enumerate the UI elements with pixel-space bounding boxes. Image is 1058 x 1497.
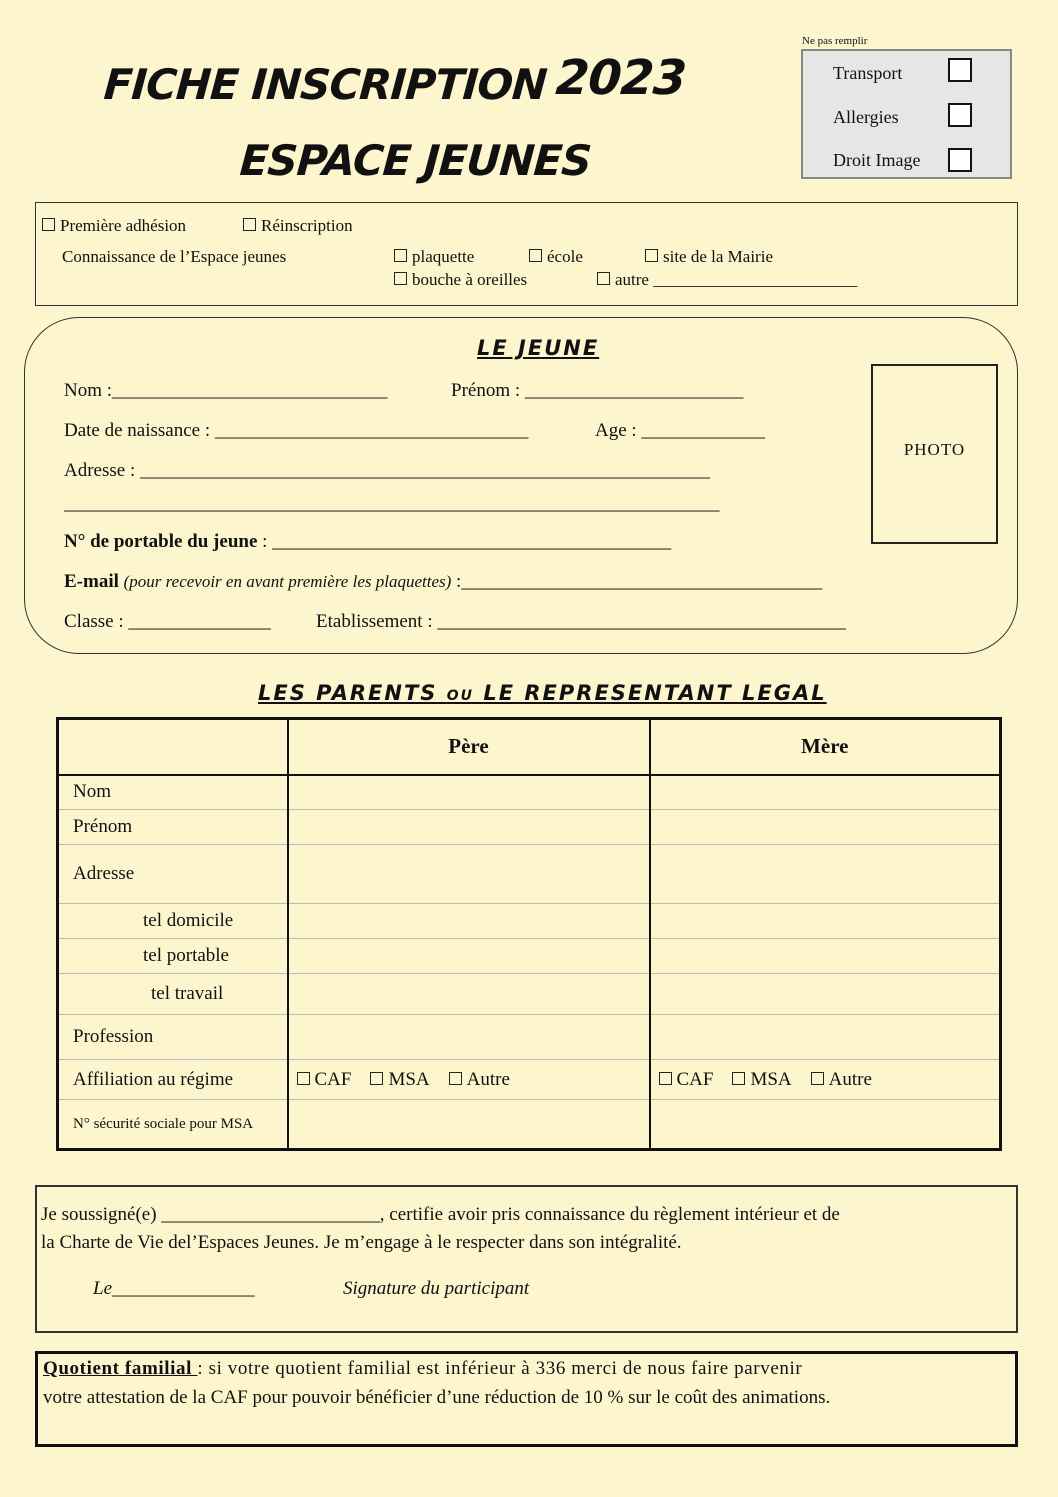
mere-tel-travail-cell[interactable] bbox=[650, 974, 1001, 1015]
mere-autre-checkbox[interactable] bbox=[811, 1072, 824, 1085]
youth-phone-label: N° de portable du jeune bbox=[64, 531, 258, 552]
row-label-adresse: Adresse bbox=[58, 845, 288, 904]
autre-checkbox[interactable] bbox=[597, 272, 610, 285]
office-transport-checkbox[interactable] bbox=[948, 58, 972, 82]
office-droit-image-checkbox[interactable] bbox=[948, 148, 972, 172]
pere-autre-checkbox[interactable] bbox=[449, 1072, 462, 1085]
youth-phone-field[interactable] bbox=[64, 531, 671, 553]
plaquette-checkbox[interactable] bbox=[394, 249, 407, 262]
parents-section-title bbox=[258, 681, 827, 705]
mere-nom-cell[interactable] bbox=[650, 775, 1001, 810]
table-row bbox=[58, 845, 1001, 904]
pere-tel-domicile-cell[interactable] bbox=[288, 904, 650, 939]
renewal-label: Réinscription bbox=[261, 216, 353, 235]
row-label-tel-domicile: tel domicile bbox=[58, 904, 288, 939]
quotient-label: Quotient familial bbox=[43, 1358, 198, 1379]
row-label-tel-portable: tel portable bbox=[58, 939, 288, 974]
bouche-label: bouche à oreilles bbox=[412, 270, 528, 289]
row-label-profession: Profession bbox=[58, 1015, 288, 1060]
table-row bbox=[58, 1060, 1001, 1100]
mere-caf-checkbox[interactable] bbox=[659, 1072, 672, 1085]
office-allergies-checkbox[interactable] bbox=[948, 103, 972, 127]
pere-adresse-cell[interactable] bbox=[288, 845, 650, 904]
pere-secu-cell[interactable] bbox=[288, 1100, 650, 1150]
youth-email-field[interactable] bbox=[64, 571, 822, 593]
youth-section-title: LE JEUNE bbox=[477, 336, 600, 360]
mere-msa-label: MSA bbox=[750, 1068, 792, 1090]
table-row bbox=[58, 775, 1001, 810]
youth-age-field[interactable]: Age : _____________ bbox=[595, 420, 765, 441]
pere-tel-portable-cell[interactable] bbox=[288, 939, 650, 974]
youth-address-line2[interactable]: _____________________________________________________________________ bbox=[64, 493, 720, 514]
table-header-row bbox=[58, 719, 1001, 775]
pere-autre-label: Autre bbox=[466, 1068, 510, 1090]
row-label-secu: N° sécurité sociale pour MSA bbox=[58, 1100, 288, 1150]
mere-adresse-cell[interactable] bbox=[650, 845, 1001, 904]
renewal-option[interactable] bbox=[243, 216, 353, 236]
form-title: FICHE INSCRIPTION bbox=[102, 60, 549, 109]
row-label-nom: Nom bbox=[58, 775, 288, 810]
youth-school-field[interactable]: Etablissement : ___________________________________________ bbox=[316, 611, 846, 632]
mere-autre-option[interactable] bbox=[811, 1069, 872, 1090]
youth-email-note: (pour recevoir en avant première les plaquettes) bbox=[123, 572, 452, 591]
youth-section bbox=[24, 317, 1018, 654]
mere-caf-label: CAF bbox=[676, 1068, 714, 1090]
table-row bbox=[58, 904, 1001, 939]
col-pere: Père bbox=[288, 719, 650, 775]
mere-prenom-cell[interactable] bbox=[650, 810, 1001, 845]
mere-msa-checkbox[interactable] bbox=[732, 1072, 745, 1085]
pere-prenom-cell[interactable] bbox=[288, 810, 650, 845]
pere-autre-option[interactable] bbox=[449, 1069, 510, 1090]
mere-profession-cell[interactable] bbox=[650, 1015, 1001, 1060]
pere-msa-label: MSA bbox=[388, 1068, 430, 1090]
source-ecole-option[interactable] bbox=[529, 247, 583, 267]
autre-label: autre ________________________ bbox=[615, 270, 858, 289]
youth-prenom-field[interactable]: Prénom : _______________________ bbox=[451, 380, 744, 401]
pere-msa-option[interactable] bbox=[370, 1069, 429, 1090]
signature-label: Signature du participant bbox=[343, 1278, 530, 1299]
source-label: Connaissance de l’Espace jeunes bbox=[62, 247, 287, 266]
engagement-box bbox=[35, 1185, 1018, 1333]
table-corner bbox=[58, 719, 288, 775]
engagement-line2: la Charte de Vie del’Espaces Jeunes. Je m’engage à le respecter dans son intégralité. bbox=[41, 1232, 682, 1253]
youth-nom-field[interactable]: Nom :_____________________________ bbox=[64, 380, 388, 401]
form-year: 2023 bbox=[554, 50, 688, 106]
youth-birthdate-field[interactable]: Date de naissance : _________________________________ bbox=[64, 420, 529, 441]
table-row bbox=[58, 1100, 1001, 1150]
quotient-box bbox=[35, 1351, 1018, 1447]
form-subtitle: ESPACE JEUNES bbox=[238, 136, 593, 185]
row-label-prenom: Prénom bbox=[58, 810, 288, 845]
parents-table bbox=[56, 717, 1002, 1151]
source-plaquette-option[interactable] bbox=[394, 247, 474, 267]
office-droit-image-label: Droit Image bbox=[833, 150, 921, 170]
first-membership-option[interactable] bbox=[42, 216, 186, 236]
photo-label: PHOTO bbox=[903, 440, 966, 459]
date-field[interactable]: Le_______________ bbox=[93, 1278, 255, 1299]
office-allergies-label: Allergies bbox=[833, 107, 899, 127]
plaquette-label: plaquette bbox=[412, 247, 475, 266]
first-membership-label: Première adhésion bbox=[60, 216, 187, 235]
mere-msa-option[interactable] bbox=[732, 1069, 791, 1090]
youth-classe-field[interactable]: Classe : _______________ bbox=[64, 611, 271, 632]
renewal-checkbox[interactable] bbox=[243, 218, 256, 231]
table-row bbox=[58, 810, 1001, 845]
mere-autre-label: Autre bbox=[828, 1068, 872, 1090]
mairie-checkbox[interactable] bbox=[645, 249, 658, 262]
pere-profession-cell[interactable] bbox=[288, 1015, 650, 1060]
row-label-tel-travail: tel travail bbox=[58, 974, 288, 1015]
mere-secu-cell[interactable] bbox=[650, 1100, 1001, 1150]
col-mere: Mère bbox=[650, 719, 1001, 775]
quotient-line1 bbox=[43, 1358, 802, 1380]
engagement-line1: Je soussigné(e) _______________________, certifie avoir pris connaissance du règlement intérieur et de bbox=[41, 1204, 840, 1225]
office-use-box bbox=[801, 49, 1012, 179]
office-use-label: Ne pas remplir bbox=[802, 35, 868, 47]
table-row bbox=[58, 1015, 1001, 1060]
youth-email-line: :______________________________________ bbox=[451, 571, 823, 592]
pere-tel-travail-cell[interactable] bbox=[288, 974, 650, 1015]
mairie-label: site de la Mairie bbox=[663, 247, 773, 266]
table-row bbox=[58, 939, 1001, 974]
source-autre-option[interactable] bbox=[597, 270, 857, 290]
mere-tel-portable-cell[interactable] bbox=[650, 939, 1001, 974]
mere-tel-domicile-cell[interactable] bbox=[650, 904, 1001, 939]
parents-title-ou: OU bbox=[446, 688, 475, 704]
pere-caf-option[interactable] bbox=[297, 1069, 352, 1090]
source-mairie-option[interactable] bbox=[645, 247, 773, 267]
bouche-checkbox[interactable] bbox=[394, 272, 407, 285]
membership-box bbox=[35, 202, 1018, 306]
table-row bbox=[58, 974, 1001, 1015]
youth-phone-line: : __________________________________________ bbox=[257, 531, 672, 552]
quotient-line2: votre attestation de la CAF pour pouvoir bénéficier d’une réduction de 10 % sur le coût des animations. bbox=[43, 1387, 831, 1408]
first-membership-checkbox[interactable] bbox=[42, 218, 55, 231]
photo-box bbox=[871, 364, 998, 544]
ecole-label: école bbox=[547, 247, 583, 266]
mere-caf-option[interactable] bbox=[659, 1069, 714, 1090]
parents-title-b: LE REPRESENTANT LEGAL bbox=[483, 681, 827, 705]
office-transport-label: Transport bbox=[833, 63, 903, 83]
mere-affiliation-cell bbox=[650, 1060, 1001, 1100]
row-label-affiliation: Affiliation au régime bbox=[58, 1060, 288, 1100]
pere-msa-checkbox[interactable] bbox=[370, 1072, 383, 1085]
pere-nom-cell[interactable] bbox=[288, 775, 650, 810]
pere-caf-label: CAF bbox=[314, 1068, 352, 1090]
youth-address-field[interactable]: Adresse : ____________________________________________________________ bbox=[64, 460, 710, 481]
ecole-checkbox[interactable] bbox=[529, 249, 542, 262]
source-bouche-option[interactable] bbox=[394, 270, 527, 290]
youth-email-label: E-mail bbox=[64, 571, 119, 592]
pere-caf-checkbox[interactable] bbox=[297, 1072, 310, 1085]
pere-affiliation-cell bbox=[288, 1060, 650, 1100]
quotient-text1: : si votre quotient familial est inférieur à 336 merci de nous faire parvenir bbox=[197, 1358, 803, 1379]
parents-title-a: LES PARENTS bbox=[258, 681, 438, 705]
